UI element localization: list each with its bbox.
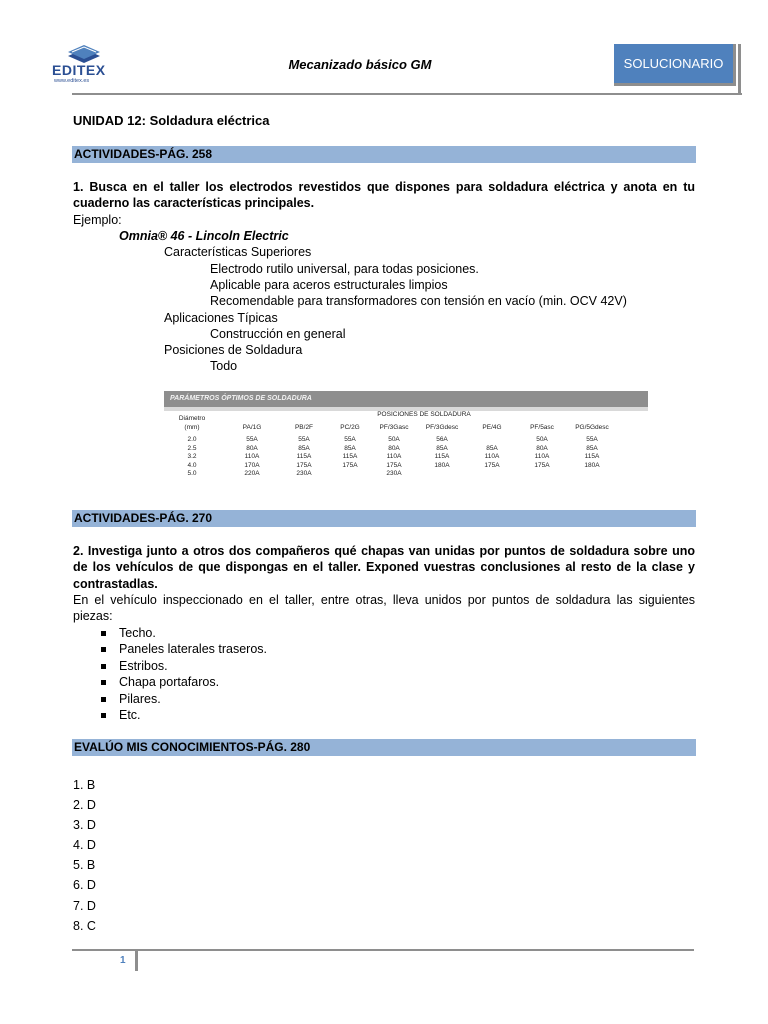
table-cell: 56A [436, 436, 448, 443]
position-line: Todo [210, 359, 238, 373]
table-cell: 180A [434, 461, 450, 469]
table-cell: 55A [246, 436, 258, 443]
diameter-unit: (mm) [184, 424, 200, 431]
table-cell: 115A [434, 453, 450, 460]
table-column-header: PF/3Gdesc [425, 424, 459, 431]
table-cell: 115A [584, 453, 600, 460]
header-vertical-divider [738, 44, 741, 95]
table-cell: 230A [296, 470, 312, 477]
table-column-header: PF/3Gasc [379, 424, 409, 431]
table-cell: 80A [388, 444, 400, 452]
table-cell: 110A [386, 453, 402, 460]
list-item: Techo. [97, 625, 267, 641]
table-cell: 80A [536, 444, 548, 452]
table-cell: 50A [388, 436, 400, 443]
table-cell: 230A [386, 470, 402, 477]
parts-list [97, 625, 267, 723]
footer-divider [72, 949, 694, 951]
table-cell: 85A [486, 444, 498, 452]
table-column-header: PE/4G [482, 424, 502, 431]
table-cell: 55A [344, 436, 356, 443]
table-column-header: PC/2G [340, 424, 360, 431]
table-cell: 175A [484, 461, 500, 469]
table-column-header: PF/5asc [530, 424, 554, 431]
table-cell: 220A [244, 470, 260, 477]
table-cell: 175A [386, 461, 402, 469]
table-cell: 110A [244, 453, 260, 460]
section-header-270: ACTIVIDADES-PÁG. 270 [72, 510, 696, 527]
section-header-280: EVALÚO MIS CONOCIMIENTOS-PÁG. 280 [72, 739, 696, 756]
table-cell: 175A [296, 461, 312, 469]
table-cell: 85A [436, 444, 448, 452]
footer-vertical-divider [135, 951, 138, 971]
table-cell: 85A [344, 444, 356, 452]
table-cell: 175A [534, 461, 550, 469]
table-diameter-cell: 2.0 [187, 436, 197, 443]
answer-item: 1. B [73, 778, 96, 792]
list-item: Paneles laterales traseros. [97, 641, 267, 657]
characteristic-line: Electrodo rutilo universal, para todas posiciones. [210, 262, 479, 276]
table-diameter-cell: 2.5 [187, 444, 197, 452]
table-cell: 50A [536, 436, 548, 443]
logo-text: EDITEX [52, 62, 106, 78]
list-item: Estribos. [97, 658, 267, 674]
characteristic-line: Recomendable para transformadores con tensión en vacío (min. OCV 42V) [210, 294, 627, 308]
table-cell: 80A [246, 444, 258, 452]
diameter-header: Diámetro [178, 415, 206, 422]
book-icon [64, 44, 104, 64]
answer-item: 8. C [73, 918, 96, 933]
example-label: Ejemplo: [73, 213, 122, 227]
solucionario-badge: SOLUCIONARIO [614, 44, 736, 86]
table-cell: 115A [342, 453, 358, 460]
table-column-header: PB/2F [294, 424, 314, 431]
section-header-258: ACTIVIDADES-PÁG. 258 [72, 146, 696, 163]
applications-heading: Aplicaciones Típicas [164, 311, 278, 325]
table-cell: 115A [296, 453, 312, 460]
answer-item: 6. D [73, 878, 96, 893]
list-item: Etc. [97, 707, 267, 723]
table-cell: 170A [244, 461, 260, 469]
table-column-header: PA/1G [242, 424, 262, 431]
positions-group-header: POSICIONES DE SOLDADURA [377, 411, 471, 418]
table-cell: 175A [342, 461, 358, 469]
table-cell: 55A [298, 436, 310, 443]
table-cell: 55A [586, 436, 598, 443]
table-cell: 110A [534, 453, 550, 460]
page-number: 1 [120, 955, 126, 966]
table-cell: 110A [484, 453, 500, 460]
answer-item: 4. D [73, 838, 96, 853]
table-cell: 85A [586, 444, 598, 452]
characteristic-line: Aplicable para aceros estructurales limpios [210, 278, 448, 292]
product-name: Omnia® 46 - Lincoln Electric [119, 229, 289, 243]
list-item: Pilares. [97, 691, 267, 707]
answer-item: 7. D [73, 898, 96, 913]
answers-list [73, 775, 96, 936]
answer-item: 3. D [73, 818, 96, 833]
positions-heading: Posiciones de Soldadura [164, 343, 303, 357]
table-column-header: PG/5Gdesc [575, 424, 609, 431]
question-2: 2. Investiga junto a otros dos compañeros qué chapas van unidas por puntos de soldadura sobre uno de los vehículos de que dispongas en el taller. Exponed vuestras conclusiones al resto de la clase y contrastadlas. [73, 544, 695, 591]
application-line: Construcción en general [210, 327, 346, 341]
table-diameter-cell: 3.2 [187, 453, 197, 460]
table-cell: 180A [584, 461, 600, 469]
answer-item: 2. D [73, 798, 96, 813]
unit-title: UNIDAD 12: Soldadura eléctrica [73, 113, 270, 128]
characteristics-heading: Características Superiores [164, 245, 312, 259]
document-title: Mecanizado básico GM [288, 57, 432, 72]
question-1: 1. Busca en el taller los electrodos revestidos que dispones para soldadura eléctrica y anota en tu cuaderno las características principales. [73, 180, 695, 211]
table-cell: 85A [298, 444, 310, 452]
logo-url: www.editex.es [54, 78, 90, 84]
answer-2: En el vehículo inspeccionado en el taller, entre otras, lleva unidos por puntos de soldadura las siguientes piezas: [73, 593, 695, 624]
welding-parameters-table [164, 391, 648, 489]
table-title: PARÁMETROS ÓPTIMOS DE SOLDADURA [164, 391, 648, 407]
answer-item: 5. B [73, 858, 96, 873]
editex-logo [52, 44, 108, 88]
list-item: Chapa portafaros. [97, 674, 267, 690]
table-diameter-cell: 4.0 [187, 461, 197, 469]
header-divider [72, 93, 742, 95]
table-diameter-cell: 5.0 [187, 470, 197, 477]
